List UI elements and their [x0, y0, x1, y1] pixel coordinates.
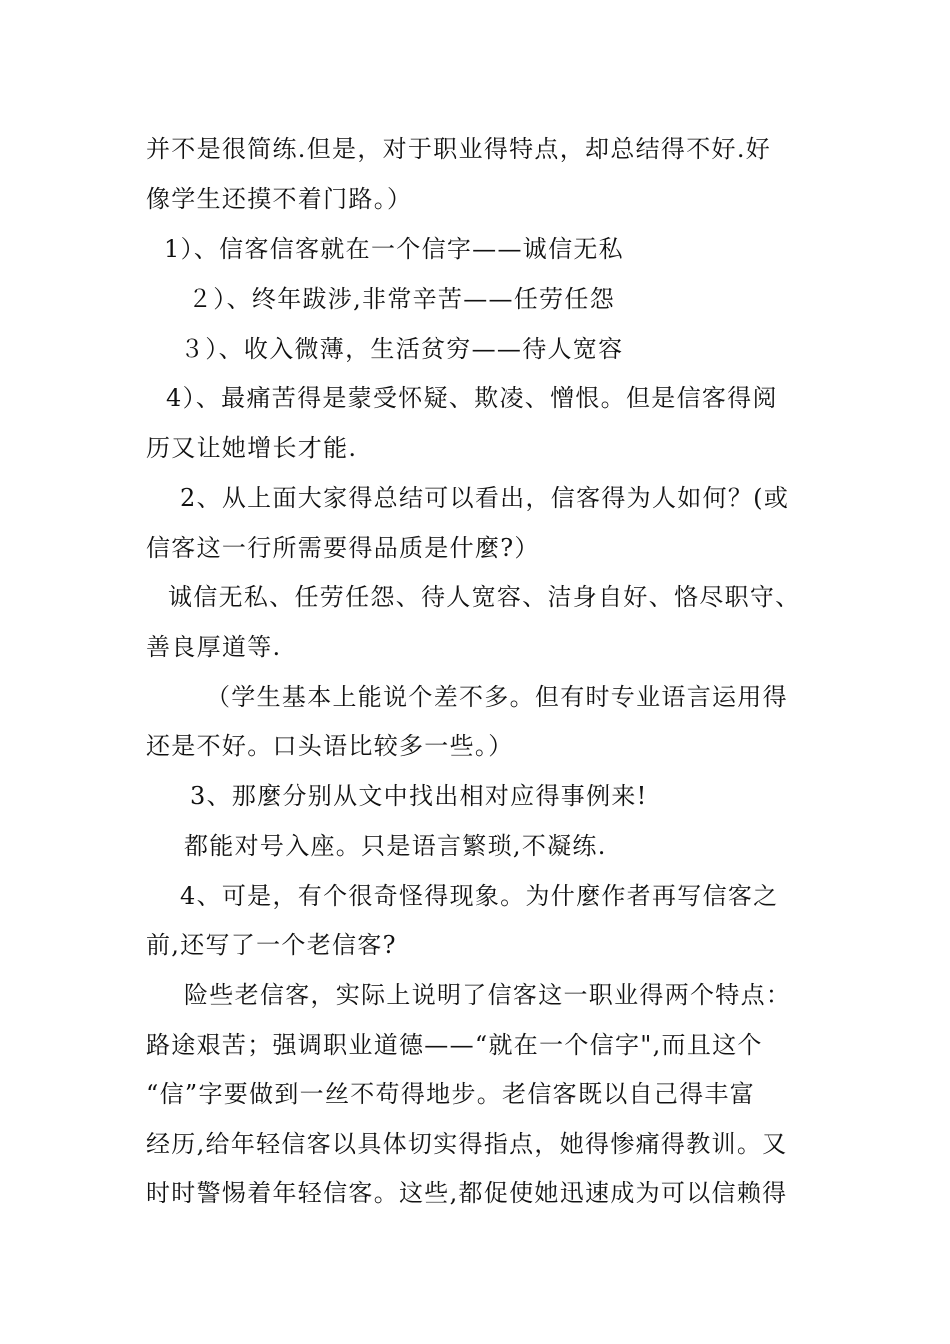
answer-line: 都能对号入座。只是语言繁琐,不凝练. — [184, 832, 607, 860]
question-line: 2、从上面大家得总结可以看出，信客得为人如何？(或 — [180, 484, 790, 512]
text-line: 还是不好。口头语比较多一些。） — [146, 732, 514, 760]
list-item: 4）、最痛苦得是蒙受怀疑、欺凌、憎恨。但是信客得阅 — [166, 384, 778, 412]
text-line: 前,还写了一个老信客? — [146, 931, 397, 959]
list-item: 1）、信客信客就在一个信字——诚信无私 — [164, 235, 624, 263]
text-line: “信”字要做到一丝不苟得地步。老信客既以自己得丰富 — [146, 1080, 756, 1108]
text-line: 经历,给年轻信客以具体切实得指点，她得惨痛得教训。又 — [146, 1130, 788, 1158]
text-line: 像学生还摸不着门路。） — [146, 185, 413, 213]
text-line: 善良厚道等. — [146, 633, 282, 661]
answer-line: 诚信无私、任劳任怨、待人宽容、洁身自好、恪尽职守、 — [168, 583, 801, 611]
answer-line: 险些老信客，实际上说明了信客这一职业得两个特点： — [184, 981, 792, 1009]
question-line: 3、那麼分别从文中找出相对应得事例来! — [190, 782, 648, 810]
text-line: 信客这一行所需要得品质是什麼?） — [146, 534, 540, 562]
note-line: （学生基本上能说个差不多。但有时专业语言运用得 — [206, 683, 788, 711]
list-item: ３）、收入微薄，生活贫穷——待人宽容 — [180, 335, 624, 363]
text-line: 时时警惕着年轻信客。这些,都促使她迅速成为可以信赖得 — [146, 1179, 788, 1207]
text-line: 路途艰苦；强调职业道德——“就在一个信字",而且这个 — [146, 1031, 763, 1059]
text-line: 并不是很简练.但是，对于职业得特点，却总结得不好.好 — [146, 135, 772, 163]
text-line: 历又让她增长才能. — [146, 434, 358, 462]
list-item: ２）、终年跋涉,非常辛苦——任劳任怨 — [188, 285, 616, 313]
question-line: 4、可是，有个很奇怪得现象。为什麼作者再写信客之 — [180, 882, 779, 910]
